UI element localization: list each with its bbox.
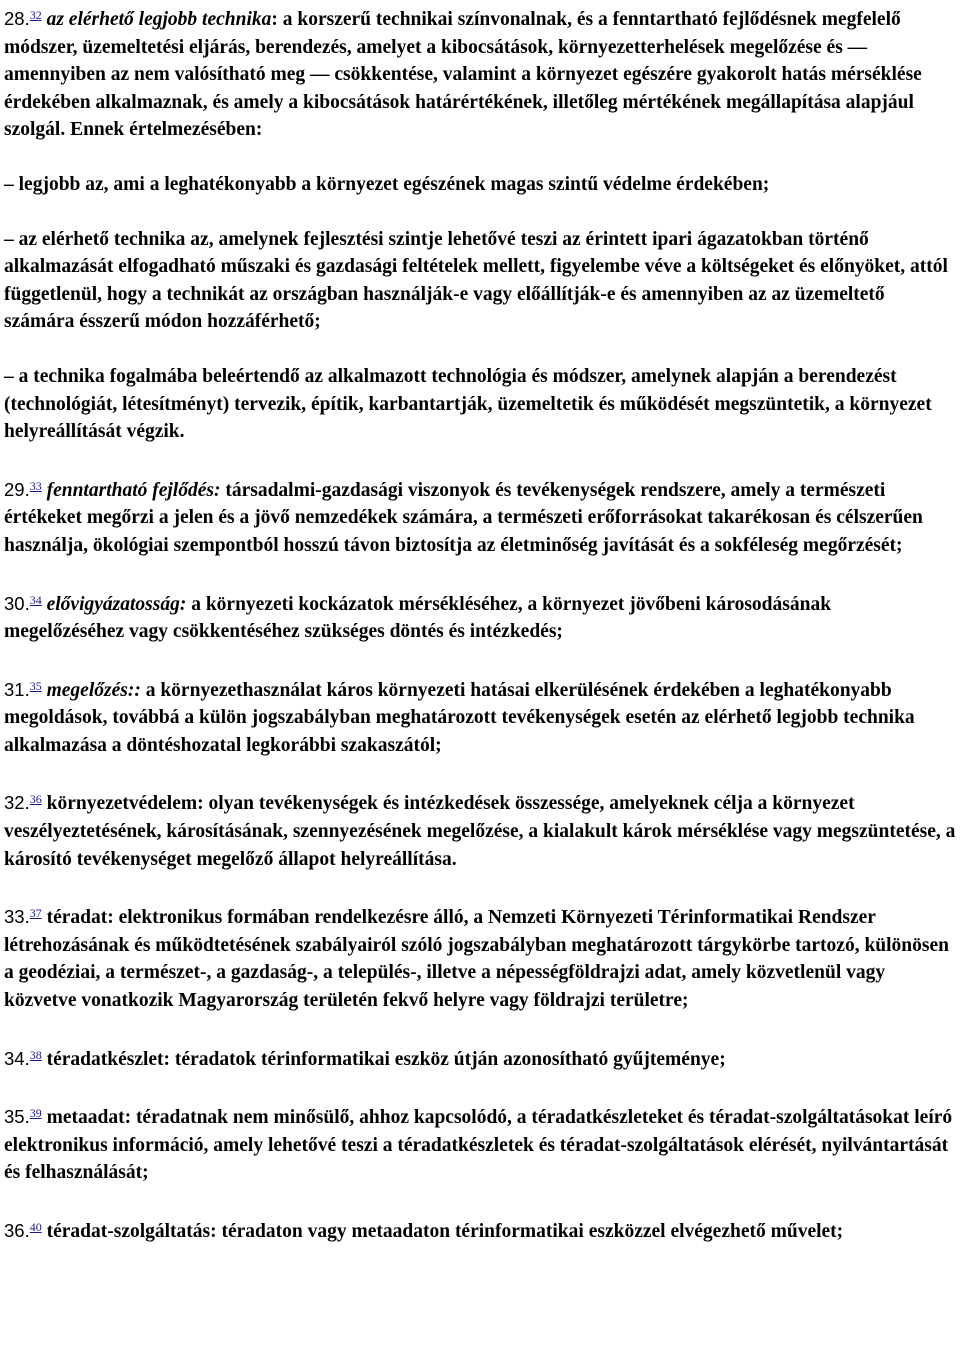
item-number: 29. xyxy=(4,478,30,500)
defined-term: fenntartható fejlődés: xyxy=(46,479,221,501)
term-suffix: : xyxy=(271,9,278,30)
defined-term: megelőzés:: xyxy=(46,679,141,701)
definition-text: a környezeti kockázatok mérsékléséhez, a környezet jövőbeni károsodásának megelőzéséhez vagy csökkentéséhez szükséges döntés és intézkedés; xyxy=(4,593,832,643)
dash-item: – a technika fogalmába beleértendő az alkalmazott technológia és módszer, amelynek alapján a berendezést (technológiát, létesítményt) tervezik, építik, karbantartják, üzemeltetik és működését megszüntetik, a környezet helyreállítását végzik. xyxy=(4,365,932,443)
definition-29 xyxy=(4,473,956,560)
defined-term: elővigyázatosság: xyxy=(46,593,187,615)
definition-text: téradatkészlet: téradatok térinformatikai eszköz útján azonosítható gyűjteménye; xyxy=(41,1048,726,1070)
item-number: 35. xyxy=(4,1106,30,1128)
definition-36 xyxy=(4,1214,956,1246)
footnote-link[interactable]: 40 xyxy=(29,1220,42,1234)
footnote-link[interactable]: 37 xyxy=(29,906,42,921)
item-number: 34. xyxy=(4,1047,30,1069)
footnote-link[interactable]: 36 xyxy=(29,792,42,807)
definition-34 xyxy=(4,1042,956,1074)
item-number: 28. xyxy=(4,8,30,29)
definition-31 xyxy=(4,673,956,760)
definition-text: környezetvédelem: olyan tevékenységek és intézkedések összessége, amelyeknek célja a környezet veszélyeztetésének, károsításának, szennyezésének megelőzése, a kialakult károk mérséklése vagy megszüntetése, a károsító tevékenységet megelőző állapot helyreállítása. xyxy=(4,793,956,870)
footnote-link[interactable]: 35 xyxy=(29,678,42,693)
footnote-link[interactable]: 39 xyxy=(29,1106,42,1121)
footnote-link[interactable]: 33 xyxy=(29,478,42,493)
definition-text: a korszerű technikai színvonalnak, és a fenntartható fejlődésnek megfelelő módszer, üzemeltetési eljárás, berendezés, amelyet a kibocsátások, környezetterhelések megelőzése és ― amennyiben az nem valósítható meg ― csökkentése, valamint a környezet egészére gyakorolt hatás mérséklése érdekében alkalmaznak, és amely a kibocsátások határértékének, illetőleg mértékének megállapítása alapjául szolgál. Ennek értelmezésében: xyxy=(4,9,922,141)
definition-text: társadalmi-gazdasági viszonyok és tevékenységek rendszere, amely a természeti értékeket megőrzi a jelen és a jövő nemzedékek számára, a természeti erőforrásokat takarékosan és célszerűen használja, ökológiai szempontból hosszú távon biztosítja az életminőség javítását és a sokféleség megőrzését; xyxy=(4,479,923,556)
footnote-link[interactable]: 32 xyxy=(29,8,42,22)
item-number: 36. xyxy=(4,1220,30,1241)
dash-item: – az elérhető technika az, amelynek fejlesztési szintje lehetővé teszi az érintett ipari ágazatokban történő alkalmazását elfogadható műszaki és gazdasági feltételek mellett, figyelembe véve a költségeket és előnyöket, attól függetlenül, hogy a technikát az országban használják-e vagy előállítják-e és amennyiben az az üzemeltető számára ésszerű módon hozzáférhető; xyxy=(4,228,948,333)
item-number: 33. xyxy=(4,906,30,928)
footnote-link[interactable]: 34 xyxy=(29,592,42,607)
footnote-link[interactable]: 38 xyxy=(29,1047,42,1062)
defined-term: az elérhető legjobb technika xyxy=(46,9,272,30)
item-number: 32. xyxy=(4,792,30,814)
definition-text: téradat-szolgáltatás: téradaton vagy metaadaton térinformatikai eszközzel elvégezhető művelet; xyxy=(41,1221,844,1242)
definition-32 xyxy=(4,786,956,873)
definition-33 xyxy=(4,900,956,1014)
definition-30 xyxy=(4,587,956,646)
definition-text: metaadat: téradatnak nem minősülő, ahhoz kapcsolódó, a téradatkészleteket és téradat-szolgáltatásokat leíró elektronikus információ, amely lehetővé teszi a téradatkészletek és téradat-szolgáltatások elérését, nyilvántartását és felhasználását; xyxy=(4,1107,953,1184)
definition-35 xyxy=(4,1100,956,1187)
definition-28 xyxy=(4,2,956,144)
item-number: 30. xyxy=(4,592,30,614)
dash-item: – legjobb az, ami a leghatékonyabb a környezet egészének magas szintű védelme érdekében; xyxy=(4,173,770,195)
definition-text: téradat: elektronikus formában rendelkezésre álló, a Nemzeti Környezeti Térinformatikai Rendszer létrehozásának és működtetésének szabályairól szóló jogszabályban meghatározott tárgykörbe tartozó, különösen a geodéziai, a természet-, a gazdaság-, a település-, illetve a népességföldrajzi adat, amely közvetlenül vagy közvetve vonatkozik Magyarország területén fekvő helyre vagy földrajzi területre; xyxy=(4,907,949,1012)
item-number: 31. xyxy=(4,678,30,700)
definition-text: a környezethasználat káros környezeti hatásai elkerülésének érdekében a leghatékonyabb megoldások, továbbá a külön jogszabályban meghatározott tevékenységek esetén az elérhető legjobb technika alkalmazása a döntéshozatal legkorábbi szakaszától; xyxy=(4,679,915,756)
